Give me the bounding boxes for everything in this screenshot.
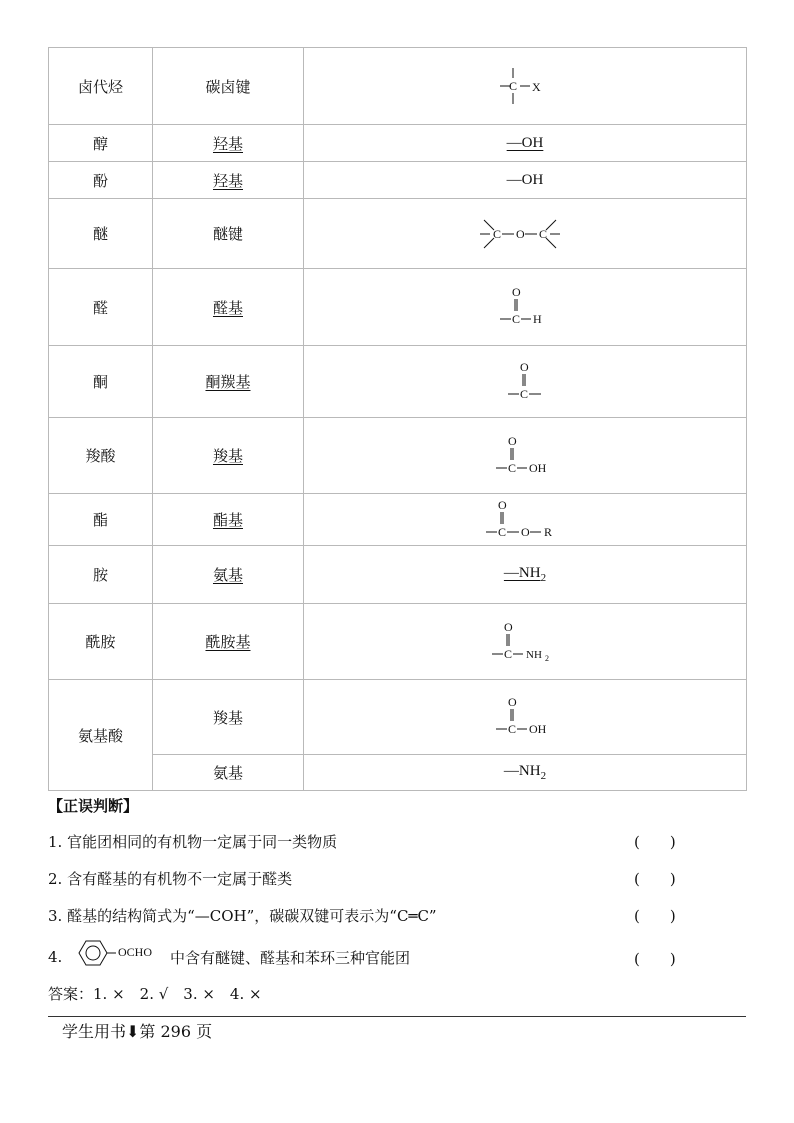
class-cell: 酰胺 xyxy=(49,604,153,680)
atom-label: NH xyxy=(526,648,542,661)
group-cell: 醚键 xyxy=(153,199,304,269)
answer-blank: ( ) xyxy=(634,833,676,851)
class-cell: 醛 xyxy=(49,269,153,346)
formula-cell xyxy=(304,346,747,418)
section-title: 【正误判断】 xyxy=(48,797,139,815)
formula-cell: —OH xyxy=(304,125,747,162)
atom-label: R xyxy=(544,524,553,539)
atom-label: O xyxy=(498,497,507,512)
statement-text: 2. 含有醛基的有机物不一定属于醛类 xyxy=(48,870,293,888)
page-footer: 学生用书⬇第 296 页 xyxy=(62,1022,213,1041)
class-cell: 醚 xyxy=(49,199,153,269)
atom-label: H xyxy=(533,312,542,326)
table-row xyxy=(49,418,747,494)
group-cell: 酰胺基 xyxy=(153,604,304,680)
answer-blank: ( ) xyxy=(634,907,676,925)
atom-label: O xyxy=(520,359,529,374)
table-row xyxy=(49,546,747,604)
judgment-item xyxy=(48,868,748,889)
class-cell: 酚 xyxy=(49,162,153,199)
table-row xyxy=(49,199,747,269)
group-cell: 羟基 xyxy=(153,162,304,199)
statement-text: 3. 醛基的结构简式为“—COH”，碳碳双键可表示为“C═C” xyxy=(48,907,437,925)
atom-label: C xyxy=(504,646,513,661)
group-cell: 羧基 xyxy=(153,418,304,494)
class-cell: 氨基酸 xyxy=(49,680,153,791)
table-row xyxy=(49,494,747,546)
answer-blank: ( ) xyxy=(634,950,676,968)
class-cell: 羧酸 xyxy=(49,418,153,494)
carboxyl-structure xyxy=(493,434,557,478)
atom-label: C xyxy=(509,79,518,93)
group-cell: 酯基 xyxy=(153,494,304,546)
atom-label: C xyxy=(493,226,502,241)
atom-label: C xyxy=(539,226,548,241)
table-row xyxy=(49,755,747,791)
formula-cell xyxy=(304,680,747,755)
table-row xyxy=(49,162,747,199)
table-row xyxy=(49,604,747,680)
aldehyde-structure xyxy=(497,285,553,329)
amide-structure xyxy=(489,620,561,664)
carboxyl-structure xyxy=(493,695,557,739)
formula-cell xyxy=(304,546,747,604)
answer-blank: ( ) xyxy=(634,870,676,888)
group-cell: 氨基 xyxy=(153,755,304,791)
amino-formula: $—NH_2$ xyxy=(503,565,547,584)
table-row xyxy=(49,346,747,418)
class-cell: 醇 xyxy=(49,125,153,162)
footer-divider xyxy=(48,1016,746,1017)
atom-label: O xyxy=(508,695,517,709)
substituent-label: OCHO xyxy=(118,945,153,959)
item-number: 4. xyxy=(48,948,63,966)
atom-label: C xyxy=(520,386,529,401)
atom-label: O xyxy=(512,285,521,299)
group-cell: 羧基 xyxy=(153,680,304,755)
answer-key: 答案：1. × 2. √ 3. × 4. × xyxy=(48,985,262,1003)
atom-label: O xyxy=(504,619,513,634)
ester-structure xyxy=(483,498,567,542)
class-cell: 胺 xyxy=(49,546,153,604)
atom-label: C xyxy=(508,460,517,475)
atom-label: O xyxy=(516,226,525,241)
group-cell: 氨基 xyxy=(153,546,304,604)
atom-label: C xyxy=(508,722,517,736)
statement-text: 1. 官能团相同的有机物一定属于同一类物质 xyxy=(48,833,338,851)
formula-cell xyxy=(304,269,747,346)
atom-label: OH xyxy=(529,722,547,736)
judgment-item xyxy=(48,831,748,852)
class-cell: 卤代烃 xyxy=(49,48,153,125)
carbon-halogen-structure xyxy=(495,64,555,108)
functional-group-table xyxy=(48,47,747,791)
table-row xyxy=(49,48,747,125)
ether-structure xyxy=(480,214,570,254)
atom-label: O xyxy=(521,524,530,539)
group-cell: 醛基 xyxy=(153,269,304,346)
atom-label: C xyxy=(512,312,521,326)
formula-cell: $—NH_2$ xyxy=(304,755,747,791)
table-row xyxy=(49,680,747,755)
formula-cell xyxy=(304,418,747,494)
atom-subscript: 2 xyxy=(545,653,549,663)
formula-cell xyxy=(304,199,747,269)
judgment-item xyxy=(48,937,748,977)
formula-cell xyxy=(304,604,747,680)
atom-label: C xyxy=(498,524,507,539)
formula-cell: —OH xyxy=(304,162,747,199)
table-row xyxy=(49,125,747,162)
table-row xyxy=(49,269,747,346)
formula-cell xyxy=(304,494,747,546)
atom-label: X xyxy=(532,80,541,94)
formula-cell xyxy=(304,48,747,125)
class-cell: 酯 xyxy=(49,494,153,546)
atom-label: O xyxy=(508,433,517,448)
ketone-structure xyxy=(505,360,545,404)
group-cell: 羟基 xyxy=(153,125,304,162)
class-cell: 酮 xyxy=(49,346,153,418)
group-cell: 碳卤键 xyxy=(153,48,304,125)
atom-label: OH xyxy=(529,460,547,475)
group-cell: 酮羰基 xyxy=(153,346,304,418)
statement-text: 中含有醚键、醛基和苯环三种官能团 xyxy=(170,949,411,967)
judgment-item xyxy=(48,905,748,926)
